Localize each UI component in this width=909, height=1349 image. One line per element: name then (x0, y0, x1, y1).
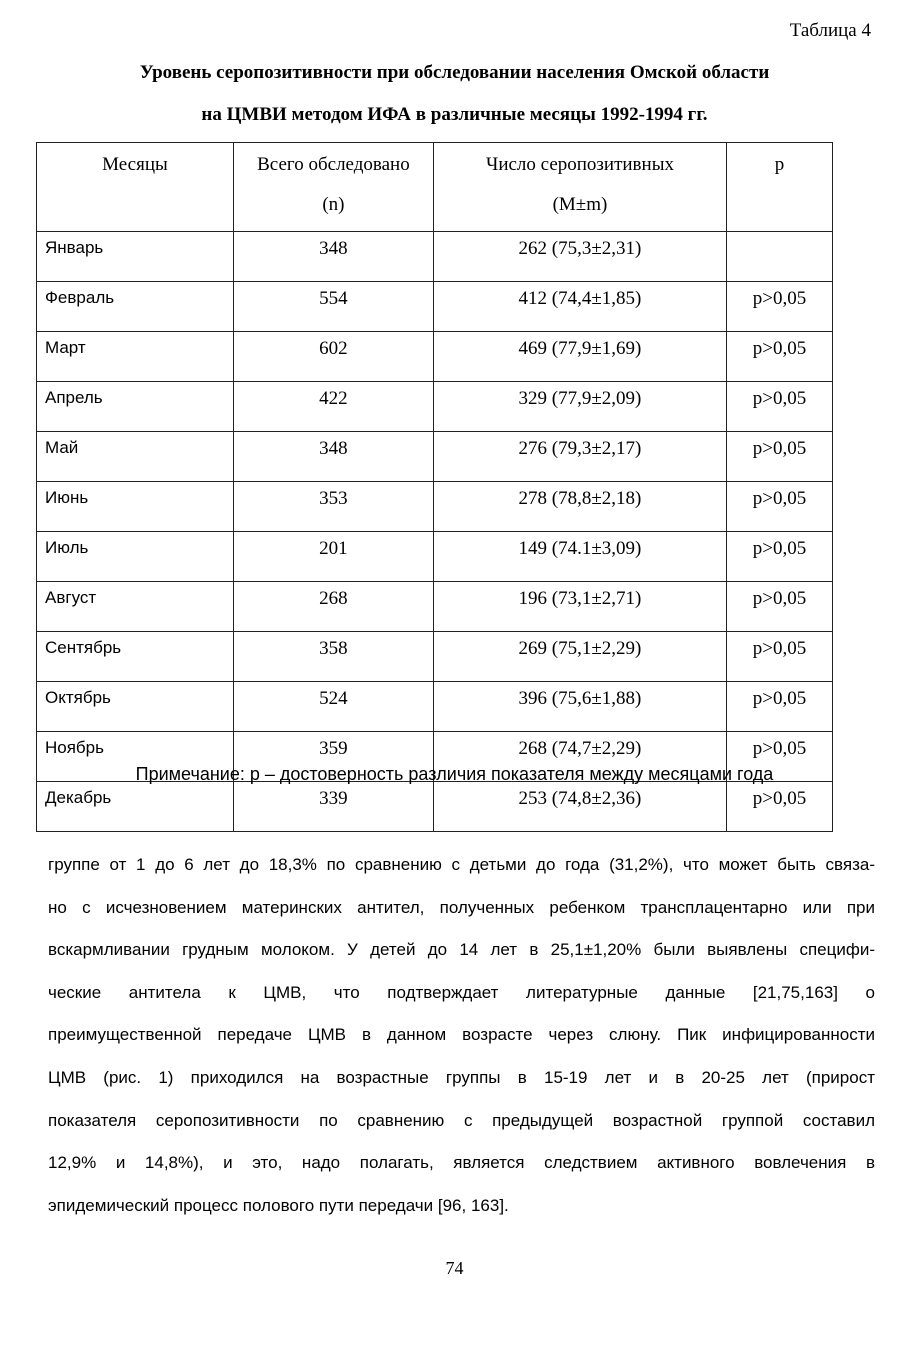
table-title-line-2: на ЦМВИ методом ИФА в различные месяцы 1992-1994 гг. (201, 104, 708, 125)
table-row (37, 532, 833, 582)
p-value-cell: р>0,05 (726, 532, 832, 582)
seropositive-cell: 196 (73,1±2,71) (433, 582, 726, 632)
seropositive-cell: 412 (74,4±1,85) (433, 282, 726, 332)
total-cell: 348 (233, 232, 433, 282)
p-value-cell: р>0,05 (726, 432, 832, 482)
table-number: Таблица 4 (789, 20, 871, 41)
total-cell: 268 (233, 582, 433, 632)
paragraph-line: преимущественной передаче ЦМВ в данном возрасте через слюну. Пик инфицированности (48, 1025, 875, 1045)
seropositive-cell: 276 (79,3±2,17) (433, 432, 726, 482)
seropositive-cell: 268 (74,7±2,29) (433, 732, 726, 782)
month-cell: Ноябрь (37, 732, 234, 782)
header-month: Месяцы (37, 143, 234, 232)
paragraph-line: вскармливании грудным молоком. У детей до 14 лет в 25,1±1,20% были выявлены специфи- (48, 940, 875, 960)
month-cell: Сентябрь (37, 632, 234, 682)
seropositive-cell: 278 (78,8±2,18) (433, 482, 726, 532)
table-header-row (37, 143, 833, 232)
month-cell: Февраль (37, 282, 234, 332)
seropositive-cell: 253 (74,8±2,36) (433, 782, 726, 832)
paragraph-line: но с исчезновением материнских антител, полученных ребенком трансплацентарно или при (48, 897, 875, 917)
total-cell: 339 (233, 782, 433, 832)
seropositive-cell: 262 (75,3±2,31) (433, 232, 726, 282)
p-value-cell: р>0,05 (726, 732, 832, 782)
table-title-line-1: Уровень серопозитивности при обследовании населения Омской области (139, 62, 770, 83)
table-row (37, 332, 833, 382)
month-cell: Декабрь (37, 782, 234, 832)
paragraph-line: ческие антитела к ЦМВ, что подтверждает литературные данные [21,75,163] о (48, 982, 875, 1002)
month-cell: Июнь (37, 482, 234, 532)
seropositive-cell: 329 (77,9±2,09) (433, 382, 726, 432)
month-cell: Май (37, 432, 234, 482)
paragraph-line: эпидемический процесс полового пути передачи [96, 163]. (48, 1195, 509, 1215)
table-row (37, 232, 833, 282)
p-value-cell: р>0,05 (726, 782, 832, 832)
month-cell: Март (37, 332, 234, 382)
p-value-cell: р>0,05 (726, 582, 832, 632)
table-row (37, 432, 833, 482)
total-cell: 201 (233, 532, 433, 582)
seropositive-cell: 149 (74.1±3,09) (433, 532, 726, 582)
table-row (37, 582, 833, 632)
total-cell: 353 (233, 482, 433, 532)
table-note: Примечание: р – достоверность различия показателя между месяцами года (135, 764, 774, 784)
month-cell: Октябрь (37, 682, 234, 732)
total-cell: 602 (233, 332, 433, 382)
month-cell: Апрель (37, 382, 234, 432)
header-seropositive: Число серопозитивных (M±m) (433, 143, 726, 232)
seropositive-cell: 396 (75,6±1,88) (433, 682, 726, 732)
p-value-cell: р>0,05 (726, 682, 832, 732)
total-cell: 348 (233, 432, 433, 482)
body-paragraph (48, 844, 875, 1227)
total-cell: 359 (233, 732, 433, 782)
p-value-cell: р>0,05 (726, 332, 832, 382)
page-number: 74 (445, 1258, 464, 1278)
table-row (37, 282, 833, 332)
total-cell: 422 (233, 382, 433, 432)
paragraph-line: 12,9% и 14,8%), и это, надо полагать, является следствием активного вовлечения в (48, 1153, 875, 1173)
month-cell: Август (37, 582, 234, 632)
total-cell: 554 (233, 282, 433, 332)
seropositivity-table (36, 142, 833, 832)
p-value-cell: р>0,05 (726, 482, 832, 532)
p-value-cell (726, 232, 832, 282)
p-value-cell: р>0,05 (726, 282, 832, 332)
month-cell: Июль (37, 532, 234, 582)
header-p: р (726, 143, 832, 232)
header-total: Всего обследовано (n) (233, 143, 433, 232)
seropositive-cell: 269 (75,1±2,29) (433, 632, 726, 682)
p-value-cell: р>0,05 (726, 382, 832, 432)
table-row (37, 482, 833, 532)
total-cell: 524 (233, 682, 433, 732)
p-value-cell: р>0,05 (726, 632, 832, 682)
table-row (37, 382, 833, 432)
table-row (37, 682, 833, 732)
table-row (37, 782, 833, 832)
total-cell: 358 (233, 632, 433, 682)
paragraph-line: ЦМВ (рис. 1) приходился на возрастные группы в 15-19 лет и в 20-25 лет (прирост (48, 1067, 875, 1087)
seropositive-cell: 469 (77,9±1,69) (433, 332, 726, 382)
paragraph-line: показателя серопозитивности по сравнению с предыдущей возрастной группой составил (48, 1110, 875, 1130)
month-cell: Январь (37, 232, 234, 282)
table-row (37, 632, 833, 682)
paragraph-line: группе от 1 до 6 лет до 18,3% по сравнению с детьми до года (31,2%), что может быть связа- (48, 855, 875, 874)
